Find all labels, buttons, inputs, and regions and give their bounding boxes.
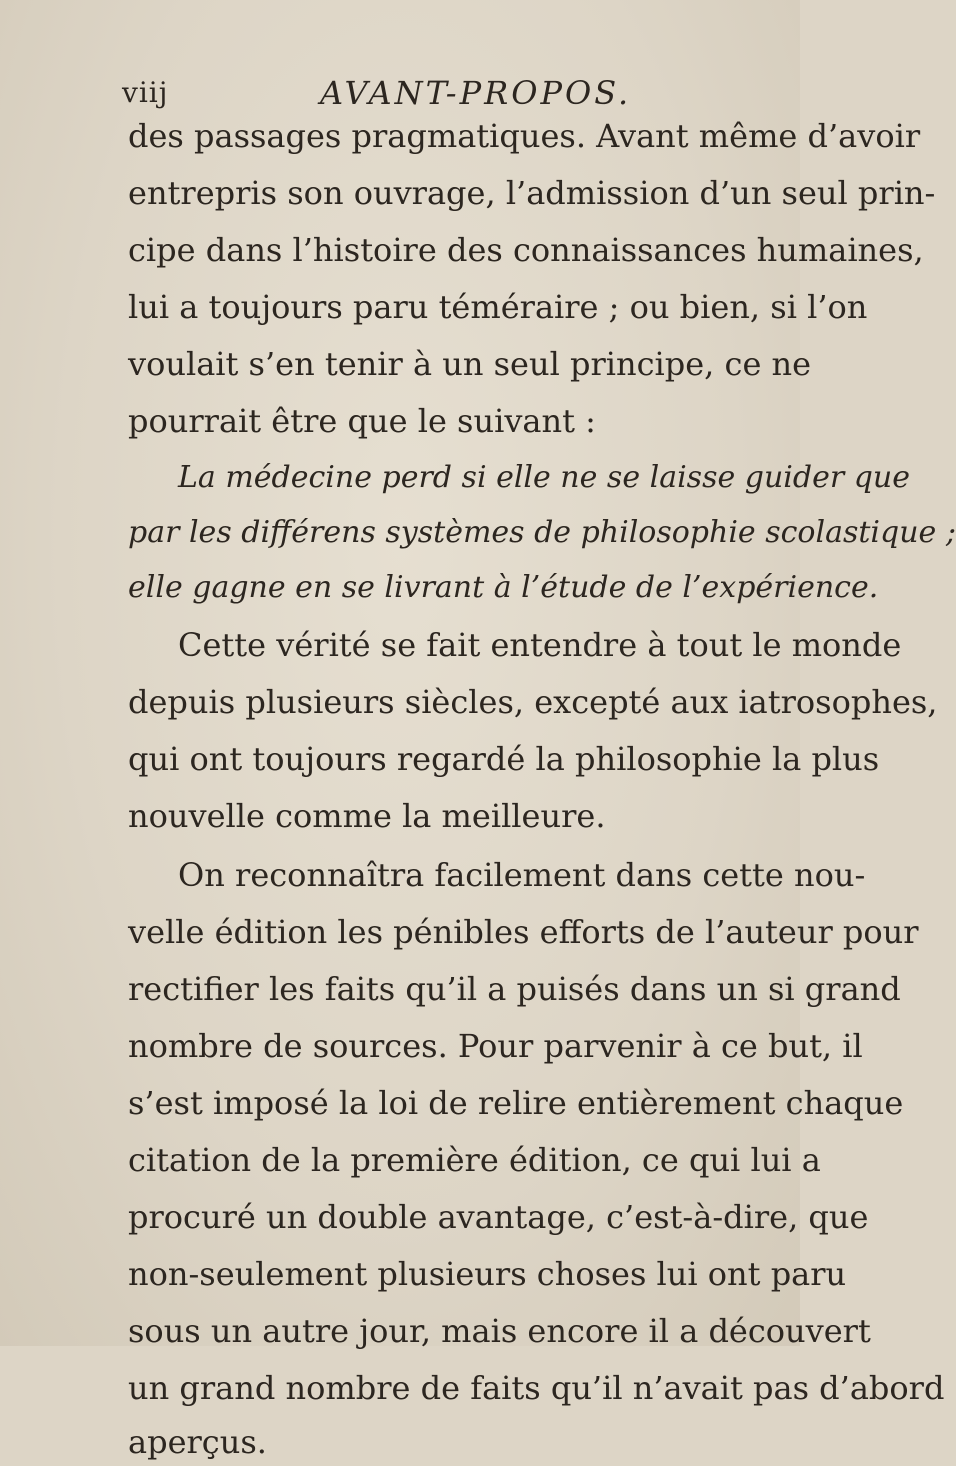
text-line: depuis plusieurs siècles, excepté aux iatrosophes,	[128, 683, 938, 721]
text-line: pourrait être que le suivant :	[128, 402, 596, 440]
page-header	[122, 70, 762, 114]
text-line: procuré un double avantage, c’est-à-dire, que	[128, 1198, 869, 1236]
text-line: sous un autre jour, mais encore il a découvert	[128, 1312, 871, 1350]
text-line: velle édition les pénibles efforts de l’auteur pour	[128, 913, 919, 951]
text-line: non-seulement plusieurs choses lui ont paru	[128, 1255, 847, 1293]
quote-line: par les différens systèmes de philosophie scolastique ;	[128, 515, 956, 550]
text-line: Cette vérité se fait entendre à tout le monde	[178, 626, 902, 664]
text-line: aperçus.	[128, 1423, 267, 1461]
text-line: citation de la première édition, ce qui lui a	[128, 1141, 821, 1179]
text-line: On reconnaîtra facilement dans cette nou-	[178, 856, 866, 894]
text-line: un grand nombre de faits qu’il n’avait pas d’abord	[128, 1369, 945, 1407]
text-line: entrepris son ouvrage, l’admission d’un seul prin-	[128, 174, 936, 212]
text-line: rectifier les faits qu’il a puisés dans un si grand	[128, 970, 901, 1008]
text-line: nouvelle comme la meilleure.	[128, 797, 606, 835]
text-line: cipe dans l’histoire des connaissances humaines,	[128, 231, 924, 269]
quote-line: elle gagne en se livrant à l’étude de l’expérience.	[128, 570, 879, 605]
page-number: viij	[122, 76, 169, 109]
quote-line: La médecine perd si elle ne se laisse guider que	[178, 460, 910, 495]
text-line: nombre de sources. Pour parvenir à ce but, il	[128, 1027, 863, 1065]
text-line: voulait s’en tenir à un seul principe, ce ne	[128, 345, 812, 383]
running-head: AVANT-PROPOS.	[320, 74, 632, 112]
text-line: s’est imposé la loi de relire entièrement chaque	[128, 1084, 904, 1122]
text-line: qui ont toujours regardé la philosophie la plus	[128, 740, 880, 778]
text-line: lui a toujours paru téméraire ; ou bien, si l’on	[128, 288, 868, 326]
text-line: des passages pragmatiques. Avant même d’avoir	[128, 117, 921, 155]
